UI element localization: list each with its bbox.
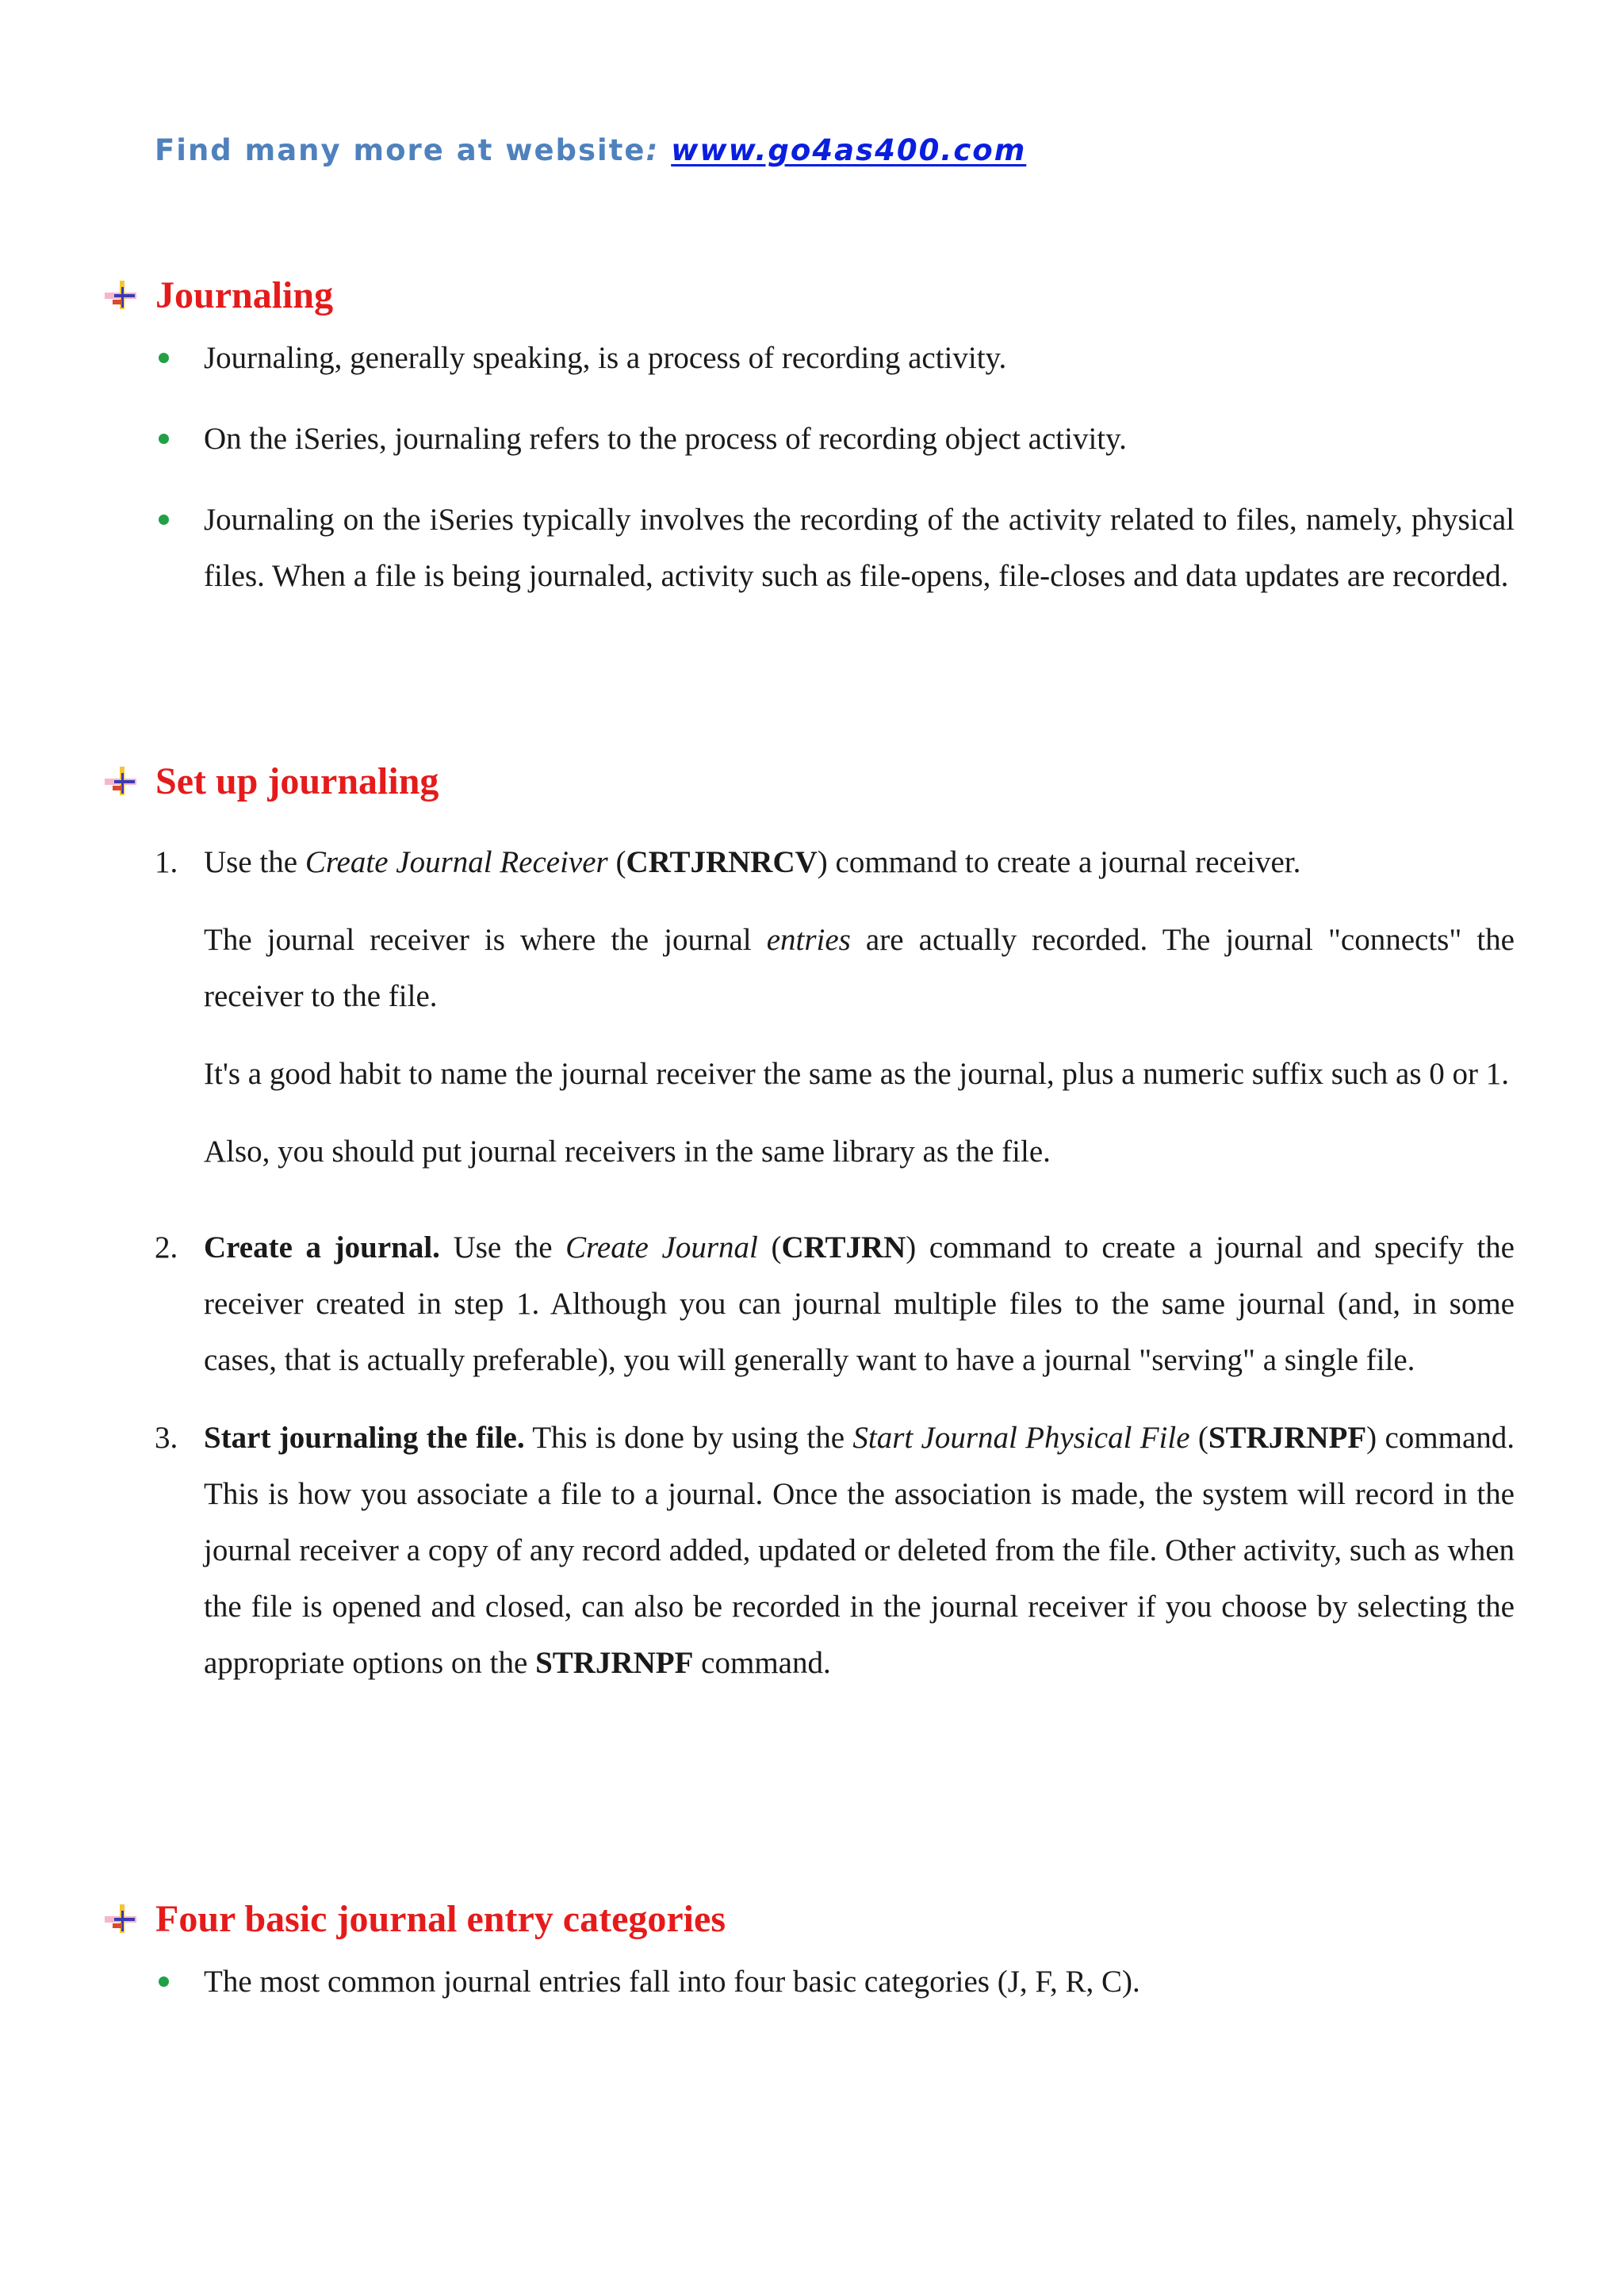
section-heading <box>103 271 1515 319</box>
website-header <box>155 133 1026 167</box>
section-journaling <box>103 271 1515 629</box>
section-heading <box>103 757 1515 805</box>
section-heading <box>103 1895 1515 1942</box>
journaling-bullet-list <box>103 330 1515 604</box>
step-number: 3. <box>155 1421 178 1455</box>
section-title: Set up journaling <box>155 760 439 802</box>
website-label: Find many more at website <box>155 133 646 167</box>
list-item: Journaling, generally speaking, is a process of recording activity. <box>103 330 1515 386</box>
step-number: 2. <box>155 1230 178 1265</box>
setup-steps-list <box>103 834 1515 1691</box>
section-title: Four basic journal entry categories <box>155 1897 726 1940</box>
step-paragraph: Start journaling the file. This is done by using the Start Journal Physical File (STRJRNPF) command. This is how you associate a file to a journal. Once the association is made, the system will record in the journal receiver a copy of any record added, updated or deleted from the file. Other activity, such as when the file is opened and closed, can also be recorded in the journal receiver if you choose by selecting the appropriate options on the STRJRNPF command. <box>204 1421 1515 1680</box>
bullet-dot-icon <box>159 353 169 363</box>
section-title: Journaling <box>155 274 334 316</box>
bullet-dot-icon <box>159 1976 169 1987</box>
step-paragraph: Use the Create Journal Receiver (CRTJRNRCV) command to create a journal receiver. <box>204 845 1301 879</box>
categories-bullet-list <box>103 1954 1515 2010</box>
section-setup-journaling <box>103 757 1515 1712</box>
section-bullet-icon <box>103 279 140 311</box>
website-separator: : <box>645 133 672 167</box>
step-paragraph: It's a good habit to name the journal receiver the same as the journal, plus a numeric suffix such as 0 or 1. <box>204 1057 1509 1091</box>
section-entry-categories <box>103 1895 1515 2034</box>
step-paragraph: Create a journal. Use the Create Journal (CRTJRN) command to create a journal and specify the receiver created in step 1. Although you can journal multiple files to the same journal (and, in some cases, that is actually preferable), you will generally want to have a journal "serving" a single file. <box>204 1230 1515 1377</box>
step-number: 1. <box>155 845 178 879</box>
bullet-dot-icon <box>159 515 169 525</box>
step-paragraph: Also, you should put journal receivers in the same library as the file. <box>204 1135 1051 1169</box>
list-item: The most common journal entries fall into four basic categories (J, F, R, C). <box>103 1954 1515 2010</box>
step-item <box>103 834 1515 1180</box>
step-item <box>103 1410 1515 1691</box>
section-bullet-icon <box>103 765 140 797</box>
step-item <box>103 1219 1515 1388</box>
website-link[interactable]: www.go4as400.com <box>671 133 1027 167</box>
list-item: On the iSeries, journaling refers to the process of recording object activity. <box>103 411 1515 467</box>
step-paragraph: The journal receiver is where the journal entries are actually recorded. The journal "connects" the receiver to the file. <box>204 923 1515 1013</box>
section-bullet-icon <box>103 1903 140 1934</box>
list-item: Journaling on the iSeries typically involves the recording of the activity related to files, namely, physical files. When a file is being journaled, activity such as file-opens, file-closes and data updates are recorded. <box>103 492 1515 604</box>
bullet-dot-icon <box>159 434 169 444</box>
